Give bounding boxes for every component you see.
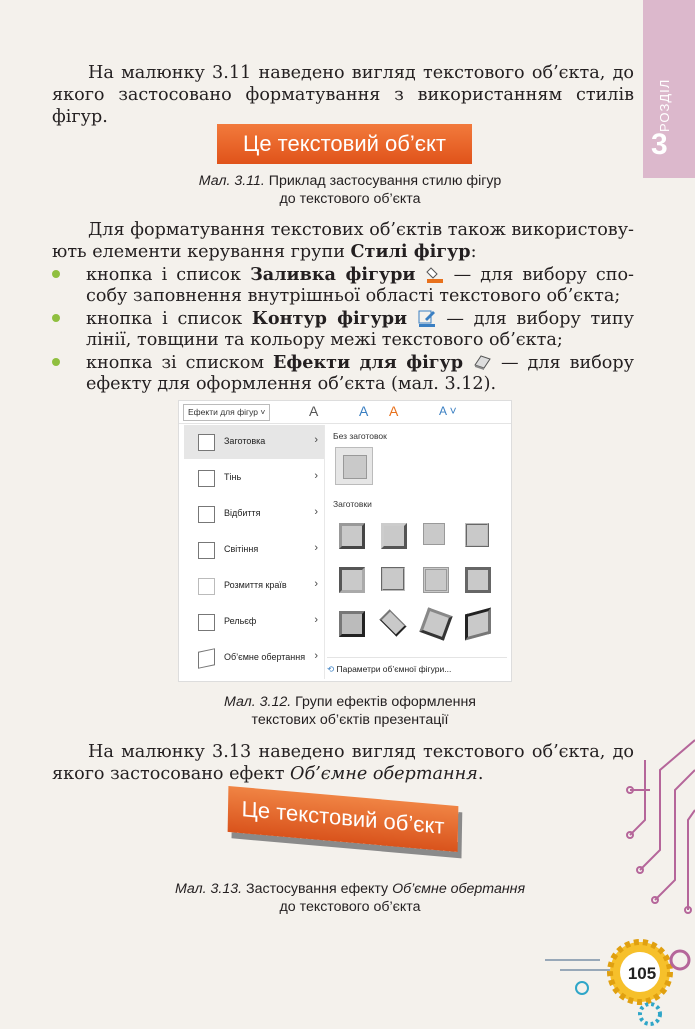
menu-item-shadow[interactable]: Тінь ›: [184, 461, 324, 495]
chevron-right-icon: ›: [314, 434, 318, 446]
bullet-dot: [52, 358, 60, 366]
paragraph-intro: На малюнку 3.11 наведено вигляд текстового об’єкта, до якого застосовано форматування з використанням стилів фігур.: [52, 63, 634, 127]
shape-effects-menu-figure: [178, 400, 512, 682]
text-outline-glyph-icon: A: [359, 403, 369, 419]
chevron-right-icon: ›: [314, 614, 318, 626]
menu-item-3d-rotation[interactable]: Об’ємне обертання ›: [184, 641, 324, 675]
shadow-icon: [198, 470, 215, 487]
caption-3-13: Мал. 3.13. Застосування ефекту Об’ємне обертання до текстового об’єкта: [174, 881, 526, 915]
chevron-right-icon: ›: [314, 542, 318, 554]
caption-3-12: Мал. 3.12. Групи ефектів оформлення текстових об’єктів презентації: [224, 694, 476, 728]
preset-icon: [198, 434, 215, 451]
gears-decoration: [540, 930, 695, 1029]
bullet-fill: кнопка і список Заливка фігури — для вибору спо-собу заповнення внутрішньої області текстового об’єкта;: [52, 264, 634, 307]
effects-menu: [184, 425, 325, 679]
3d-settings-icon: ⟲: [327, 664, 335, 674]
glow-icon: [198, 542, 215, 559]
menu-item-glow[interactable]: Світіння ›: [184, 533, 324, 567]
text-fill-glyph-icon: A: [309, 403, 319, 419]
preset-tile[interactable]: [375, 517, 407, 549]
bullet-outline: кнопка і список Контур фігури — для вибору типу лінії, товщини та кольору межі текстового об’єкта;: [52, 308, 634, 351]
menu-item-preset[interactable]: Заготовка ›: [184, 425, 324, 459]
presets-header: Заготовки: [333, 499, 372, 509]
preset-tile[interactable]: [417, 561, 449, 593]
3d-rotation-icon: [198, 648, 215, 669]
text-style-dropdown-icon[interactable]: A ˅: [439, 404, 457, 418]
ribbon-strip: [179, 401, 511, 424]
menu-item-reflection[interactable]: Відбиття ›: [184, 497, 324, 531]
paragraph-styles: Для форматування текстових об’єктів також використову-ють елементи керування групи Стилі фігур:: [52, 220, 634, 262]
bevel-icon: [198, 614, 215, 631]
bullet-dot: [52, 314, 60, 322]
preset-tile[interactable]: [417, 605, 449, 637]
styled-text-object-example: Це текстовий об’єкт: [217, 124, 472, 164]
menu-item-bevel[interactable]: Рельєф ›: [184, 605, 324, 639]
shape-effects-icon: [472, 353, 492, 371]
preset-tile[interactable]: [459, 605, 491, 637]
no-presets-header: Без заготовок: [333, 431, 387, 441]
reflection-icon: [198, 506, 215, 523]
preset-tile[interactable]: [459, 517, 491, 549]
preset-tile[interactable]: [333, 605, 365, 637]
caption-3-11: Мал. 3.11. Приклад застосування стилю фігур до текстового об’єкта: [198, 173, 502, 207]
pen-outline-icon: [417, 309, 437, 327]
page-number: 105: [627, 964, 657, 983]
chevron-right-icon: ›: [314, 506, 318, 518]
chapter-label: РОЗДІЛ: [657, 78, 672, 132]
preset-none-tile[interactable]: [335, 447, 373, 485]
rotated-text-object-example: Це текстовий об’єкт: [228, 786, 459, 852]
preset-gallery: [327, 425, 507, 679]
preset-tile[interactable]: [417, 517, 449, 549]
fill-bucket-icon: [425, 265, 445, 283]
chevron-right-icon: ›: [314, 470, 318, 482]
preset-tile[interactable]: [375, 561, 407, 593]
chevron-right-icon: ›: [314, 650, 318, 662]
menu-item-soft-edges[interactable]: Розмиття країв ›: [184, 569, 324, 603]
preset-tile[interactable]: [375, 605, 407, 637]
preset-tile[interactable]: [333, 517, 365, 549]
paragraph-3d-rotation: На малюнку 3.13 наведено вигляд текстового об’єкта, до якого застосовано ефект Об’ємне обертання.: [52, 742, 634, 784]
text-effects-glyph-icon: A: [389, 403, 399, 419]
preset-tile[interactable]: [333, 561, 365, 593]
3d-options-link[interactable]: ⟲ Параметри об’ємної фігури...: [327, 657, 507, 675]
chapter-number: 3: [651, 128, 668, 161]
shape-effects-button[interactable]: Ефекти для фігур ˅: [183, 404, 270, 421]
soft-edges-icon: [198, 578, 215, 595]
bullet-dot: [52, 270, 60, 278]
bullet-effects: кнопка зі списком Ефекти для фігур — для вибору ефекту для оформлення об’єкта (мал. 3.12).: [52, 352, 634, 395]
chevron-right-icon: ›: [314, 578, 318, 590]
preset-tile[interactable]: [459, 561, 491, 593]
